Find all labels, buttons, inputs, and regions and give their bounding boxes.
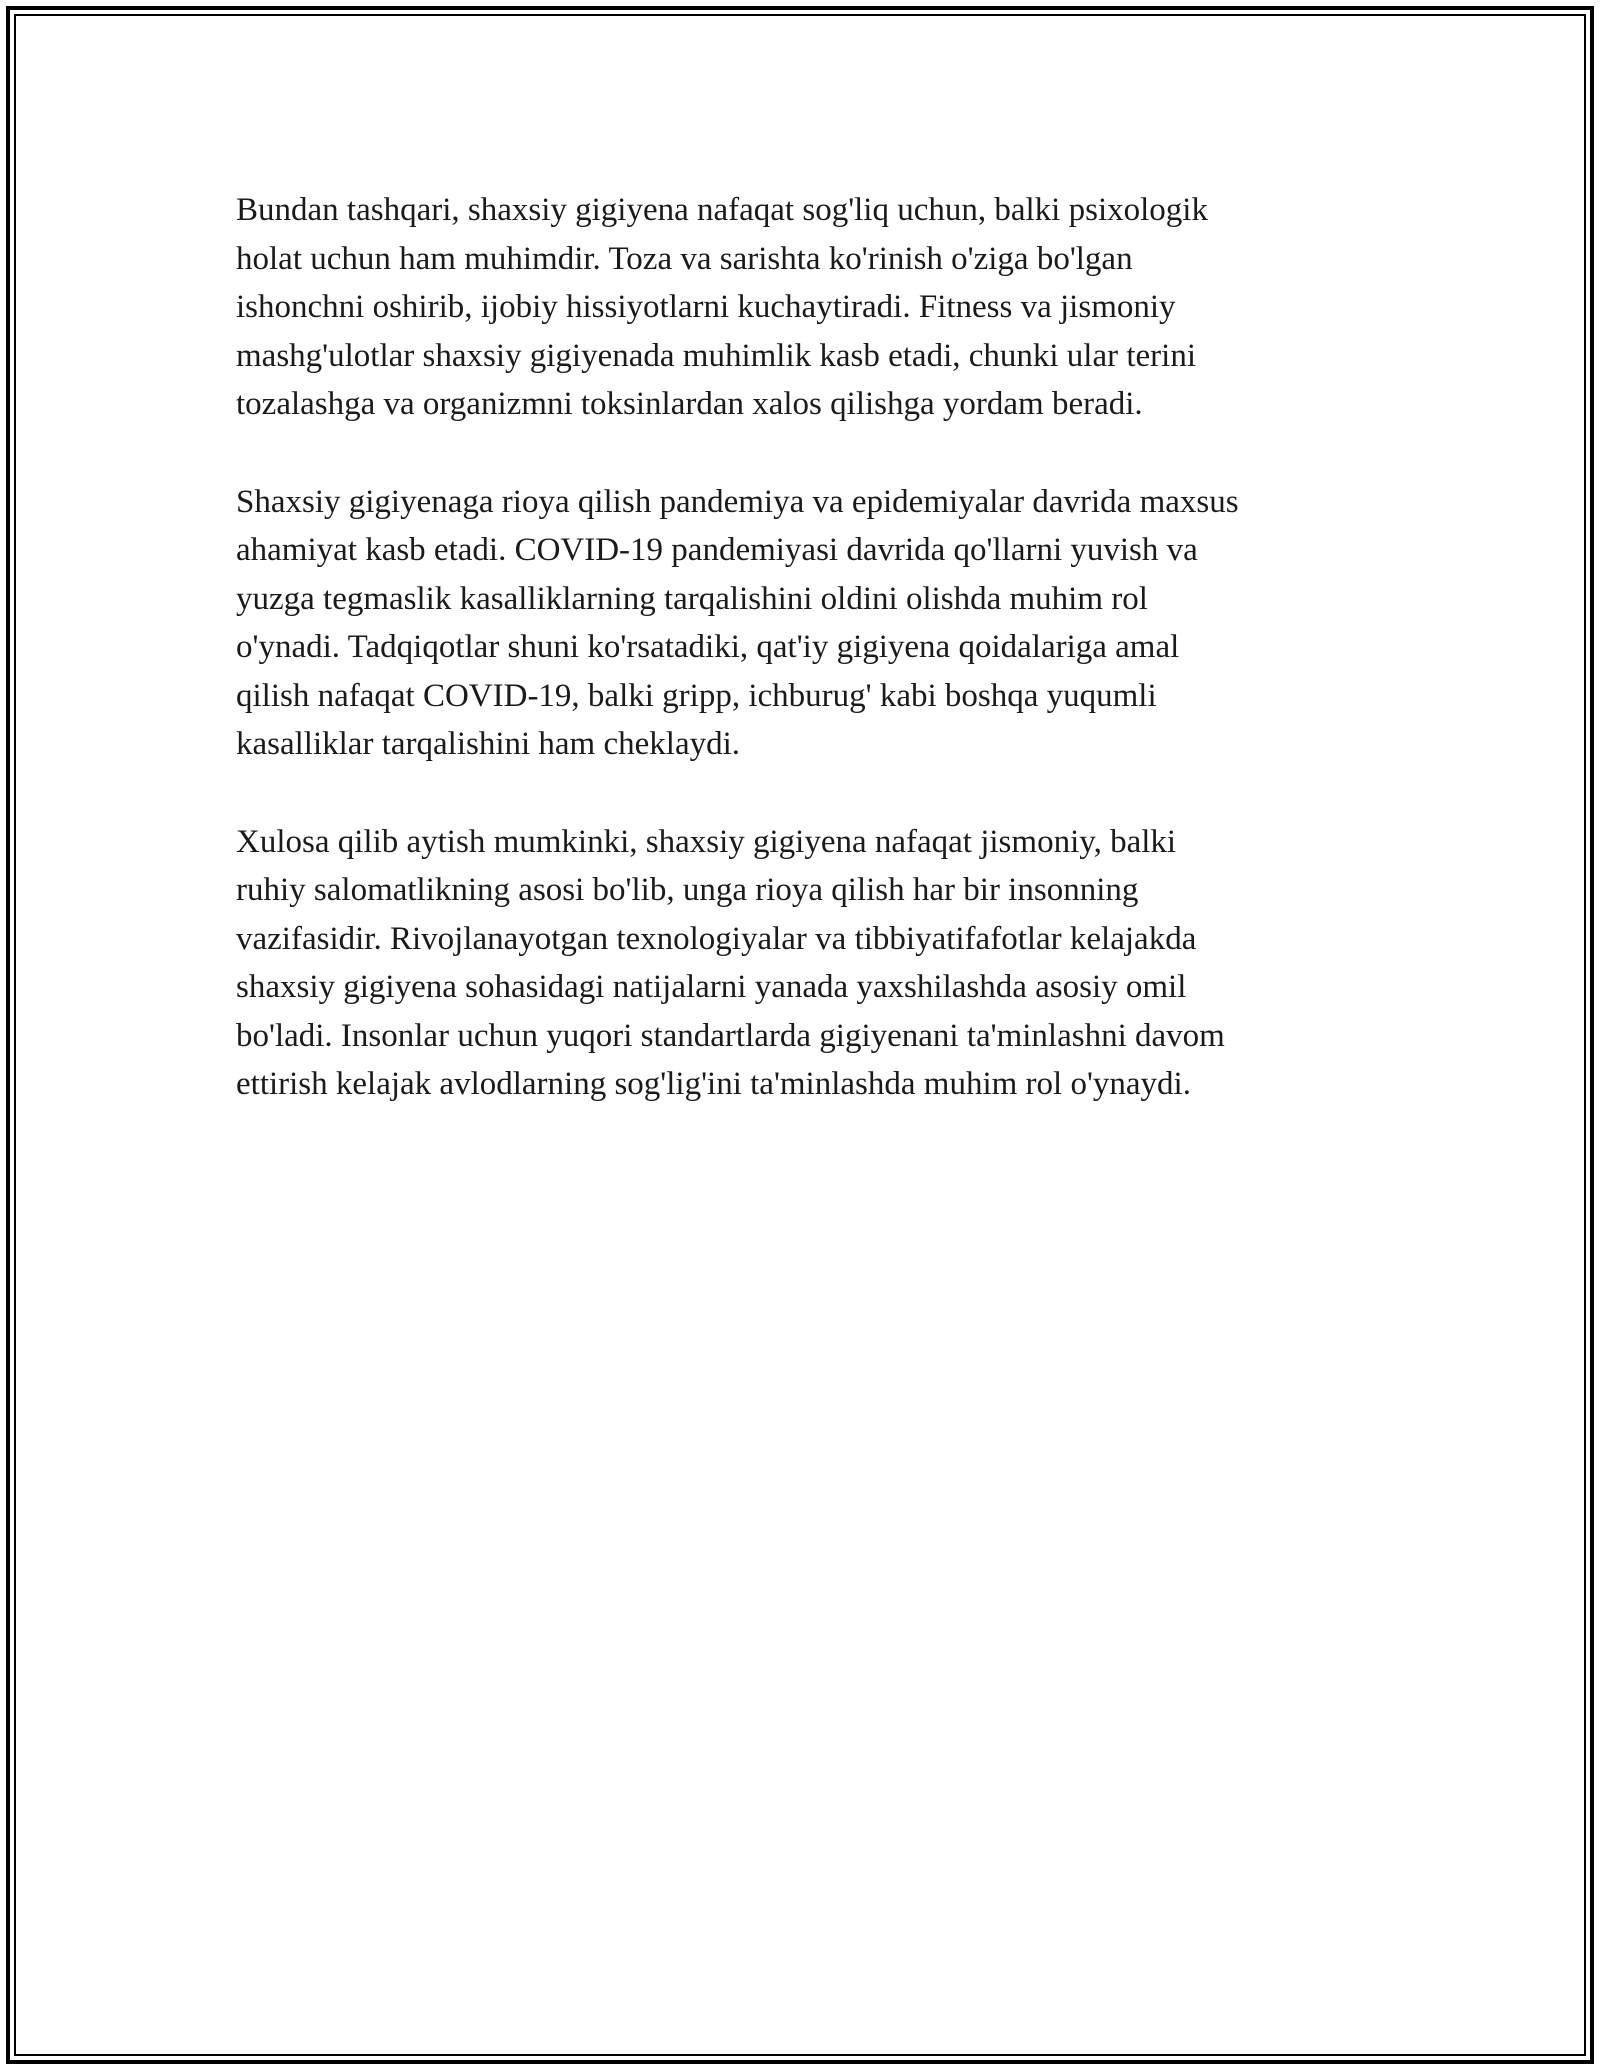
document-body [236,186,1366,1158]
paragraph-2: Shaxsiy gigiyenaga rioya qilish pandemiya va epidemiyalar davrida maxsus ahamiyat kasb etadi. COVID-19 pandemiyasi davrida qo'llarni yuvish va yuzga tegmaslik kasalliklarning tarqalishini oldini olishda muhim rol o'ynadi. Tadqiqotlar shuni ko'rsatadiki, qat'iy gigiyena qoidalariga amal qilish nafaqat COVID-19, balki gripp, ichburug' kabi boshqa yuqumli kasalliklar tarqalishini ham cheklaydi. [236,483,1239,762]
paragraph-3: Xulosa qilib aytish mumkinki, shaxsiy gigiyena nafaqat jismoniy, balki ruhiy salomatlikning asosi bo'lib, unga rioya qilish har bir insonning vazifasidir. Rivojlanayotgan texnologiyalar va tibbiyatifafotlar kelajakda shaxsiy gigiyena sohasidagi natijalarni yanada yaxshilashda asosiy omil bo'ladi. Insonlar uchun yuqori standartlarda gigiyenani ta'minlashni davom ettirish kelajak avlodlarning sog'lig'ini ta'minlashda muhim rol o'ynaydi. [236,823,1225,1102]
paragraph-1: Bundan tashqari, shaxsiy gigiyena nafaqat sog'liq uchun, balki psixologik holat uchun ham muhimdir. Toza va sarishta ko'rinish o'ziga bo'lgan ishonchni oshirib, ijobiy hissiyotlarni kuchaytiradi. Fitness va jismoniy mashg'ulotlar shaxsiy gigiyenada muhimlik kasb etadi, chunki ular terini tozalashga va organizmni toksinlardan xalos qilishga yordam beradi. [236,192,1208,422]
